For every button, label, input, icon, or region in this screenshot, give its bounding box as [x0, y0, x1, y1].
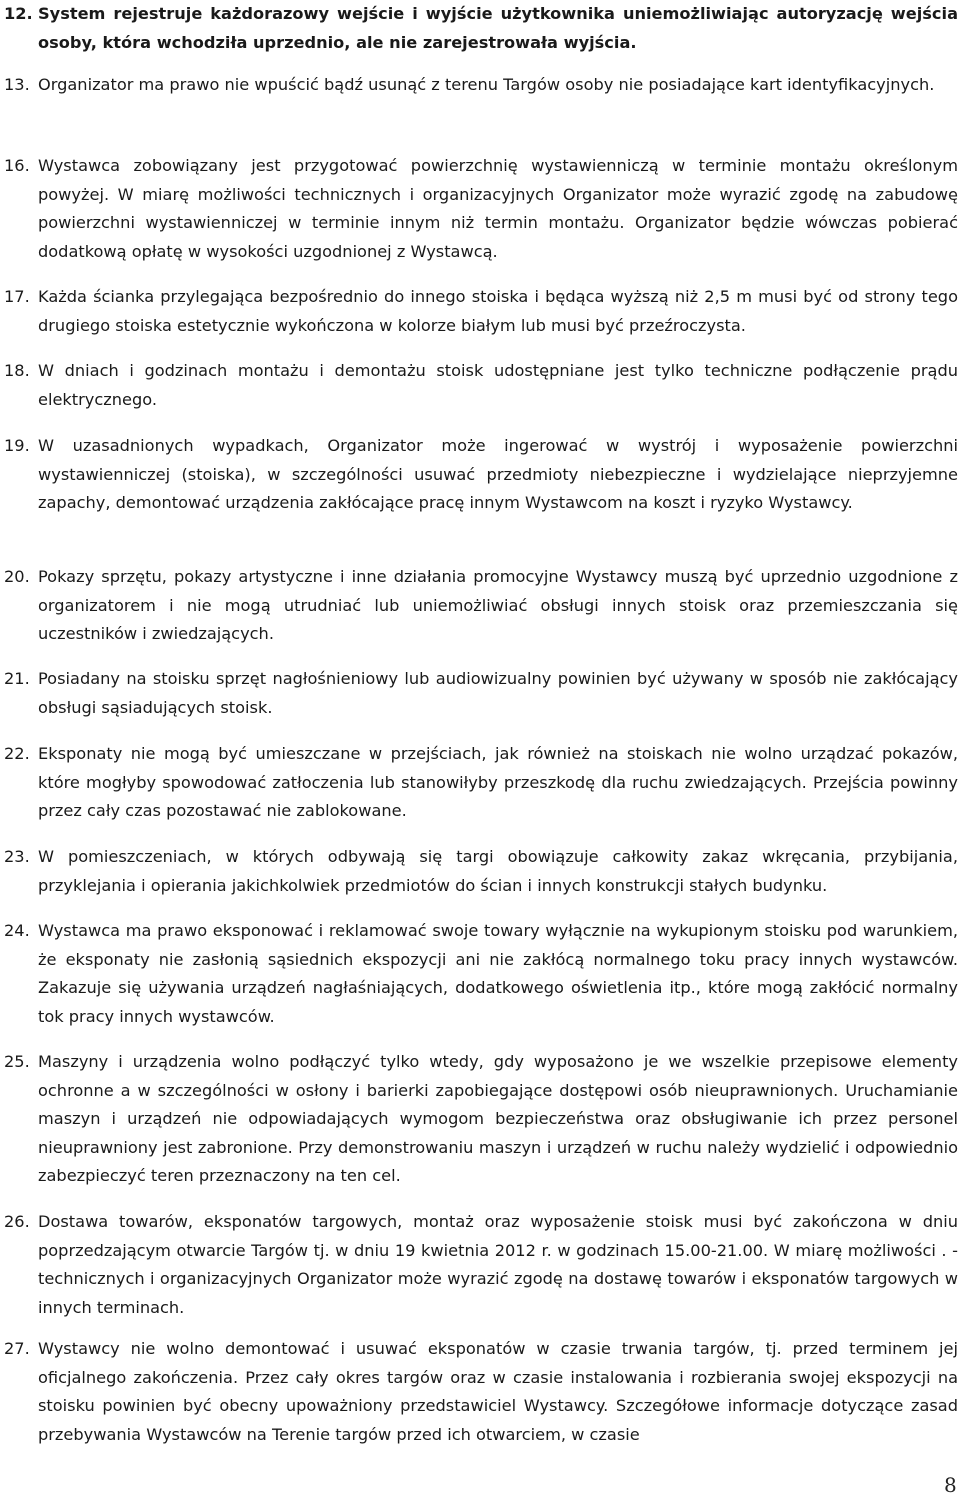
clause-number: 16.: [4, 156, 30, 175]
clause-20: [4, 563, 958, 649]
clause-text: Posiadany na stoisku sprzęt nagłośnieniowy lub audiowizualny powinien być używany w sposób nie zakłócający obsługi sąsiadujących stoisk.: [38, 669, 958, 717]
clause-text: Wystawca ma prawo eksponować i reklamować swoje towary wyłącznie na wykupionym stoisku pod warunkiem, że eksponaty nie zasłonią sąsiednich ekspozycji ani nie zakłócą normalnego toku pracy innych wystawców. Zakazuje się używania urządzeń nagłaśniających, dodatkowego oświetlenia itp., które mogą zakłócić normalny tok pracy innych wystawców.: [38, 921, 958, 1026]
clause-text: System rejestruje każdorazowy wejście i wyjście użytkownika uniemożliwiając autoryzację wejścia osoby, która wchodziła uprzednio, ale nie zarejestrowała wyjścia.: [38, 4, 958, 52]
clause-number: 21.: [4, 669, 30, 688]
clause-16: [4, 152, 958, 266]
clause-number: 18.: [4, 361, 30, 380]
clause-number: 23.: [4, 847, 30, 866]
clause-number: 27.: [4, 1339, 30, 1358]
clause-text: Eksponaty nie mogą być umieszczane w przejściach, jak również na stoiskach nie wolno urządzać pokazów, które mogłyby spowodować zatłoczenia lub stanowiłyby przeszkodę dla ruchu zwiedzających. Przejścia powinny przez cały czas pozostawać nie zablokowane.: [38, 744, 958, 820]
clause-number: 20.: [4, 567, 30, 586]
clause-22: [4, 740, 958, 826]
clause-text: Organizator ma prawo nie wpuścić bądź usunąć z terenu Targów osoby nie posiadające kart identyfikacyjnych.: [38, 75, 935, 94]
clause-number: 13.: [4, 75, 30, 94]
clause-text: Dostawa towarów, eksponatów targowych, montaż oraz wyposażenie stoisk musi być zakończona w dniu poprzedzającym otwarcie Targów tj. w dniu 19 kwietnia 2012 r. w godzinach 15.00-21.00. W miarę możliwości . -technicznych i organizacyjnych Organizator może wyrazić zgodę na dostawę towarów i eksponatów targowych w innych terminach.: [38, 1212, 958, 1317]
clause-text: W pomieszczeniach, w których odbywają się targi obowiązuje całkowity zakaz wkręcania, przybijania, przyklejania i opierania jakichkolwiek przedmiotów do ścian i innych konstrukcji stałych budynku.: [38, 847, 958, 895]
clause-13: [4, 71, 958, 100]
clause-text: Maszyny i urządzenia wolno podłączyć tylko wtedy, gdy wyposażono je we wszelkie przepisowe elementy ochronne a w szczególności w osłony i barierki zapobiegające dostępowi osób nieuprawnionych. Uruchamianie maszyn i urządzeń nie odpowiadających wymogom bezpieczeństwa oraz obsługiwanie ich przez personel nieuprawniony jest zabronione. Przy demonstrowaniu maszyn i urządzeń w ruchu należy wydzielić i odpowiednio zabezpieczyć teren przeznaczony na ten cel.: [38, 1052, 958, 1185]
clause-text: W dniach i godzinach montażu i demontażu stoisk udostępniane jest tylko techniczne podłączenie prądu elektrycznego.: [38, 361, 958, 409]
clause-number: 12.: [4, 4, 33, 23]
clause-26: [4, 1208, 958, 1322]
clause-24: [4, 917, 958, 1031]
clause-17: [4, 283, 958, 340]
clause-number: 24.: [4, 921, 30, 940]
clause-number: 19.: [4, 436, 30, 455]
clause-25: [4, 1048, 958, 1191]
clause-19: [4, 432, 958, 518]
clause-text: Wystawcy nie wolno demontować i usuwać eksponatów w czasie trwania targów, tj. przed terminem jej oficjalnego zakończenia. Przez cały okres targów oraz w czasie instalowania i rozbierania swojej ekspozycji na stoisku powinien być obecny upoważniony przedstawiciel Wystawcy. Szczegółowe informacje dotyczące zasad przebywania Wystawców na Terenie targów przed ich otwarciem, w czasie: [38, 1339, 958, 1444]
clause-number: 25.: [4, 1052, 30, 1071]
clause-text: Każda ścianka przylegająca bezpośrednio do innego stoiska i będąca wyższą niż 2,5 m musi być od strony tego drugiego stoiska estetycznie wykończona w kolorze białym lub musi być przeźroczysta.: [38, 287, 958, 335]
clause-27: [4, 1335, 958, 1449]
page-number: 8: [944, 1473, 957, 1497]
clause-18: [4, 357, 958, 414]
clause-text: Wystawca zobowiązany jest przygotować powierzchnię wystawienniczą w terminie montażu określonym powyżej. W miarę możliwości technicznych i organizacyjnych Organizator może wyrazić zgodę na zabudowę powierzchni wystawienniczej w terminie innym niż termin montażu. Organizator będzie wówczas pobierać dodatkową opłatę w wysokości uzgodnionej z Wystawcą.: [38, 156, 958, 261]
clause-text: Pokazy sprzętu, pokazy artystyczne i inne działania promocyjne Wystawcy muszą być uprzednio uzgodnione z organizatorem i nie mogą utrudniać lub uniemożliwiać obsługi innych stoisk oraz przemieszczania się uczestników i zwiedzających.: [38, 567, 958, 643]
clause-23: [4, 843, 958, 900]
clause-number: 26.: [4, 1212, 30, 1231]
clause-12: [4, 0, 958, 57]
clause-21: [4, 665, 958, 722]
clause-number: 17.: [4, 287, 30, 306]
clause-number: 22.: [4, 744, 30, 763]
clause-text: W uzasadnionych wypadkach, Organizator może ingerować w wystrój i wyposażenie powierzchni wystawienniczej (stoiska), w szczególności usuwać przedmioty niebezpieczne i wydzielające nieprzyjemne zapachy, demontować urządzenia zakłócające pracę innym Wystawcom na koszt i ryzyko Wystawcy.: [38, 436, 958, 512]
